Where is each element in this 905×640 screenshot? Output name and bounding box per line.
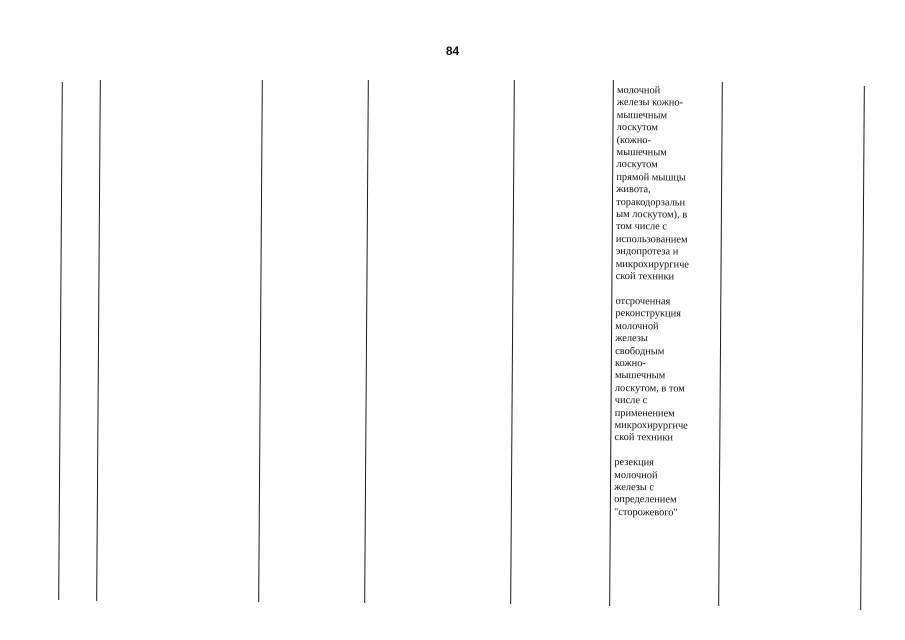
text-line: (кожно-	[616, 134, 651, 146]
text-line: торакодорзальн	[616, 196, 686, 209]
text-line: отсроченная	[615, 295, 671, 308]
text-line: лоскутом, в том	[614, 382, 685, 395]
treatment-method-cell	[614, 85, 719, 532]
text-line: "сторожевого"	[613, 506, 678, 519]
text-line: эндопротеза и	[615, 246, 679, 258]
text-line: использованием	[615, 233, 688, 246]
column-rule	[860, 86, 865, 610]
text-line: ской техники	[614, 432, 674, 444]
text-line: свободным	[615, 345, 665, 357]
text-line: резекция	[614, 457, 655, 469]
text-line: реконструкция	[615, 308, 682, 320]
column-rule	[58, 82, 63, 600]
text-line: лоскутом	[616, 159, 658, 171]
method-paragraph	[614, 296, 717, 446]
text-line: мышечным	[616, 147, 667, 159]
text-line: прямой мышцы	[616, 171, 686, 184]
column-rule	[510, 80, 515, 604]
text-line: мышечным	[616, 109, 668, 122]
column-rule	[258, 80, 263, 602]
text-line: железы	[615, 333, 648, 345]
text-line: том числе с	[615, 221, 668, 233]
text-line: молочной	[615, 320, 659, 332]
text-line: лоскутом	[616, 122, 659, 134]
text-line: ской техники	[615, 271, 675, 283]
column-rule	[718, 82, 723, 606]
method-paragraph	[616, 85, 719, 284]
text-line: применением	[614, 407, 675, 419]
text-line: живота,	[616, 184, 651, 196]
text-line: ым лоскутом), в	[616, 209, 688, 221]
text-line: мышечным	[614, 370, 666, 382]
page-number: 84	[445, 44, 460, 58]
text-line: железы кожно-	[616, 97, 684, 109]
text-line: микрохирургиче	[614, 419, 688, 432]
column-rule	[364, 80, 369, 603]
text-line: микрохирургиче	[615, 258, 689, 271]
text-line: молочной	[614, 469, 658, 481]
text-line: числе с	[614, 395, 648, 407]
text-line: определением	[614, 494, 677, 506]
column-rule	[96, 80, 101, 601]
method-paragraph	[614, 457, 716, 520]
text-line: кожно-	[615, 357, 646, 370]
text-line: молочной	[616, 85, 661, 97]
text-line: железы с	[614, 481, 655, 494]
